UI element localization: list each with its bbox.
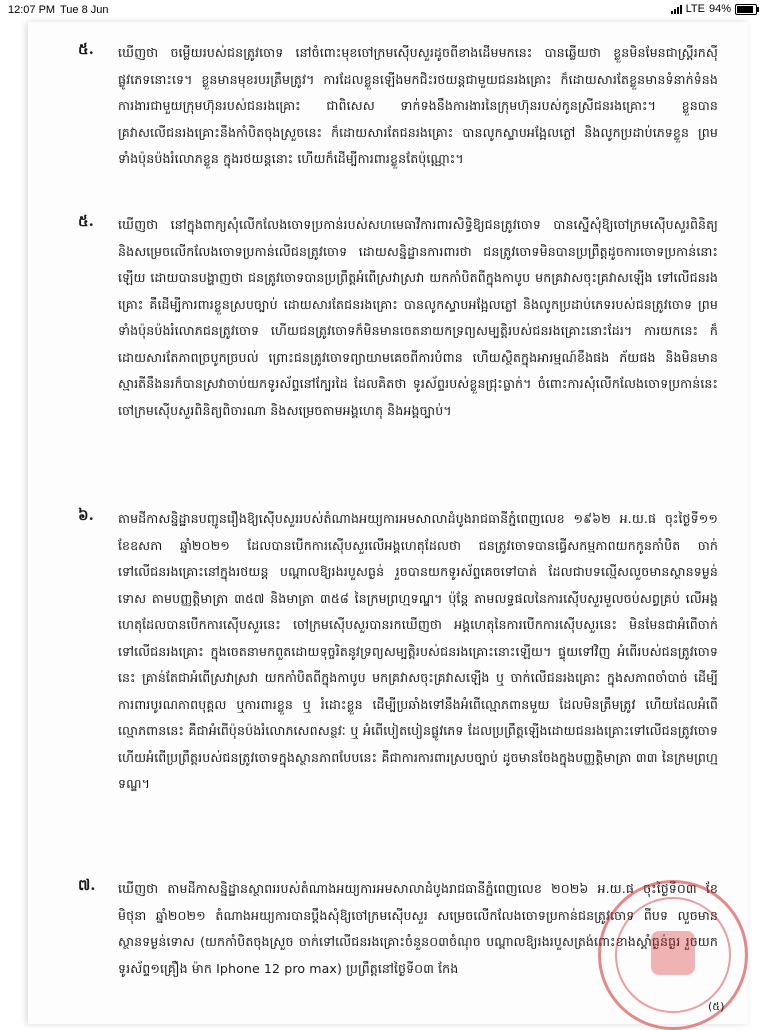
battery-fill: [737, 6, 753, 13]
paragraph-text: ឃើញថា នៅក្នុងពាក្យសុំលើកលែងចោទប្រកាន់របស់សហមេធាវីការពារសិទ្ធិឱ្យជនត្រូវចោទ បានស្នើសុំឱ្យចៅក្រមស៊ើបសួរពិនិត្យ និងសម្រេចលើកលែងចោទប្រកាន់លើជនត្រូវចោទ ដោយសន្និដ្ឋានការពារថា ជនត្រូវចោទមិនបានប្រព្រឹត្តដូចការចោទប្រកាន់នោះឡើយ ដោយបានបង្ហាញថា ជនត្រូវចោទបានប្រព្រឹត្តអំពើស្រវាស្រវា យកកាំបិតពីក្នុងកាបូប មកគ្រវាសចុះគ្រវាសឡើង ទៅលើជនរងគ្រោះ គឺដើម្បីការពារខ្លួនស្របច្បាប់ ដោយសារតែជនរងគ្រោះ បានលូកស្ទាបអង្អែលភ្លៅ និងលូកប្រដាប់ភេទរបស់ជនត្រូវចោទ ព្រមទាំងប៉ុនប៉ងរំលោភជនត្រូវចោទ ហើយជនត្រូវចោទក៏មិនមានចេតនាយកទ្រព្យសម្បត្តិរបស់ជនរងគ្រោះនោះដែរ។ ការយកនេះ ក៏ដោយសារតែភាពច្របូកច្របល់ ព្រោះជនត្រូវចោទព្យាយាមគេចពីការបំពាន ហើយស្ថិតក្នុងអារម្មណ៍ខឹងផង ភ័យផង និងមិនមានស្មារតីនឹងនរក៏បានស្រវាចាប់យកទូរស័ព្ទនៅក្បែរដៃ ដែលគិតថា ទូរស័ព្ទរបស់ខ្លួនជ្រុះធ្លាក់។ ចំពោះការសុំលើកលែងចោទប្រកាន់នេះ ចៅក្រមស៊ើបសួរពិនិត្យពិចារណា និងសម្រេចតាមអង្គហេតុ និងអង្គច្បាប់។: [118, 217, 718, 418]
network-label: LTE: [685, 3, 705, 15]
paragraph-5b: [78, 212, 718, 424]
paragraph-text: តាមដីកាសន្និដ្ឋានបញ្ជូនរឿងឱ្យស៊ើបសួររបស់តំណាងអយ្យការអមសាលាដំបូងរាជធានីភ្នំពេញលេខ ១៩៦២ អ.យ.ផ ចុះថ្ងៃទី១១ ខែឧសភា ឆ្នាំ២០២១ ដែលបានបើកការស៊ើបសួរលើអង្គហេតុដែលថា ជនត្រូវចោទបានធ្វើសកម្មភាពយកកូនកាំបិត ចាក់ទៅលើជនរងគ្រោះនៅក្នុងរថយន្ត បណ្ដាលឱ្យរងរបួសធ្ងន់ រួចបានយកទូរស័ព្ទគេចទៅបាត់ ដែលជាបទល្មើសលួចមានស្ថានទម្ងន់ទោស តាមបញ្ញត្តិមាត្រា ៣៥៧ និងមាត្រា ៣៥៨ នៃក្រមព្រហ្មទណ្ឌ។ ប៉ុន្តែ តាមលទ្ធផលនៃការស៊ើបសួរមួលចប់សព្វគ្រប់ លើអង្គហេតុដែលបានបើកការស៊ើបសួរនេះ ចៅក្រមស៊ើបសួរបានរកឃើញថា អង្គហេតុនៃការបើកការស៊ើបសួរនេះ មិនមែនជាអំពើចាក់ទៅលើជនរងគ្រោះ ក្នុងចេតនាមកពួតដោយទុច្ចរិតនូវទ្រព្យសម្បត្តិរបស់ជនរងគ្រោះនោះឡើយ។ ផ្ទុយទៅវិញ អំពើរបស់ជនត្រូវចោទនេះ គ្រាន់តែជាអំពើស្រវាស្រវា យកកាំបិតពីក្នុងកាបូប មកគ្រវាសចុះគ្រវាសឡើង ឬ ចាក់លើជនរងគ្រោះ ក្នុងសភាពចាំបាច់ ដើម្បីការពារបូរណភាពបុគ្គល ឬការពារខ្លួន ឬ រំដោះខ្លួន ដើម្បីប្រឆាំងទៅនឹងអំពើល្មោភពានមួយ ដែលមិនត្រឹមត្រូវ ហើយដែលអំពើល្មោភពាននេះ គឺជាអំពើប៉ុនប៉ងរំលោភសេពសន្ថវៈ ឬ អំពើបៀតបៀនផ្លូវភេទ ដែលប្រព្រឹត្តឡើងដោយជនរងគ្រោះទៅលើជនត្រូវចោទ ហើយអំពើប្រព្រឹត្តរបស់ជនត្រូវចោទក្នុងស្ថានភាពបែបនេះ គឺជាការការពារស្របច្បាប់ ដូចមានចែងក្នុងបញ្ញត្តិមាត្រា ៣៣ នៃក្រមព្រហ្មទណ្ឌ។: [118, 511, 718, 791]
document-page: [28, 22, 748, 1024]
status-time: 12:07 PM: [8, 4, 56, 16]
paragraph-number: ៧.: [78, 876, 96, 894]
battery-icon: [735, 4, 757, 15]
paragraph-text: ឃើញថា តាមដីកាសន្និដ្ឋានស្ថាពររបស់តំណាងអយ្យការអមសាលាដំបូងរាជធានីភ្នំពេញលេខ ២០២៦ អ.យ.ផ ចុះថ្ងៃទី០៣ ខែមិថុនា ឆ្នាំ២០២១ តំណាងអយ្យការបានប្ដឹងសុំឱ្យចៅក្រមស៊ើបសួរ សម្រេចលើកលែងចោទប្រកាន់ជនត្រូវចោទ ពីបទ លួចមានស្ថានទម្ងន់ទោស (យកកាំបិតចុងស្រួច ចាក់ទៅលើជនរងគ្រោះចំនួន០៣ចំណុច បណ្ដាលឱ្យរងរបួសត្រង់ពោះខាងស្ដាំធ្ងន់ធ្ងរ រួចយកទូរស័ព្ទ១គ្រឿង ម៉ាក Iphone 12 pro max) ប្រព្រឹត្តនៅថ្ងៃទី០៣ កែង: [118, 881, 718, 976]
status-date: Tue 8 Jun: [60, 4, 109, 16]
paragraph-5a: [78, 40, 718, 173]
paragraph-text: ឃើញថា ចម្លើយរបស់ជនត្រូវចោទ នៅចំពោះមុខចៅក្រមស៊ើបសួរដូចពីខាងដើមមកនេះ បានឆ្លើយថា ខ្លួនមិនមែនជាស្រ្តីរកស៊ីផ្លូវភេទនោះទេ។ ខ្លួនមានមុខរបរត្រឹមត្រូវ។ ការដែលខ្លួនឡើងមកជិះរថយន្តជាមួយជនរងគ្រោះ ក៏ដោយសារតែខ្លួនមានទំនាក់ទំនងការងារជាមួយក្រុមហ៊ុនរបស់ជនរងគ្រោះ ជាពិសេស ទាក់ទងនឹងការងារនៃក្រុមហ៊ុនរបស់កូនស្រីជនរងគ្រោះ។ ខ្លួនបានគ្រវាសលើជនរងគ្រោះនឹងកាំបិតចុងស្រួចនេះ ក៏ដោយសារតែជនរងគ្រោះ បានលូកស្ទាបអង្អែលភ្លៅ និងលូកប្រដាប់ភេទខ្លួន ព្រមទាំងប៉ុនប៉ងរំលោភខ្លួន ក្នុងរថយន្តនោះ ហើយក៏ដើម្បីការពារខ្លួនតែប៉ុណ្ណោះ។: [118, 45, 718, 166]
official-seal-stamp: [598, 880, 748, 1030]
paragraph-number: ៥.: [78, 212, 94, 230]
signal-icon: [671, 4, 682, 14]
paragraph-number: ៥.: [78, 40, 94, 58]
status-bar: [0, 0, 767, 20]
status-indicators: [671, 3, 757, 15]
paragraph-6: [78, 506, 718, 798]
page-number: (៥): [708, 1000, 725, 1013]
battery-percent: 94%: [708, 3, 731, 15]
paragraph-number: ៦.: [78, 506, 94, 524]
